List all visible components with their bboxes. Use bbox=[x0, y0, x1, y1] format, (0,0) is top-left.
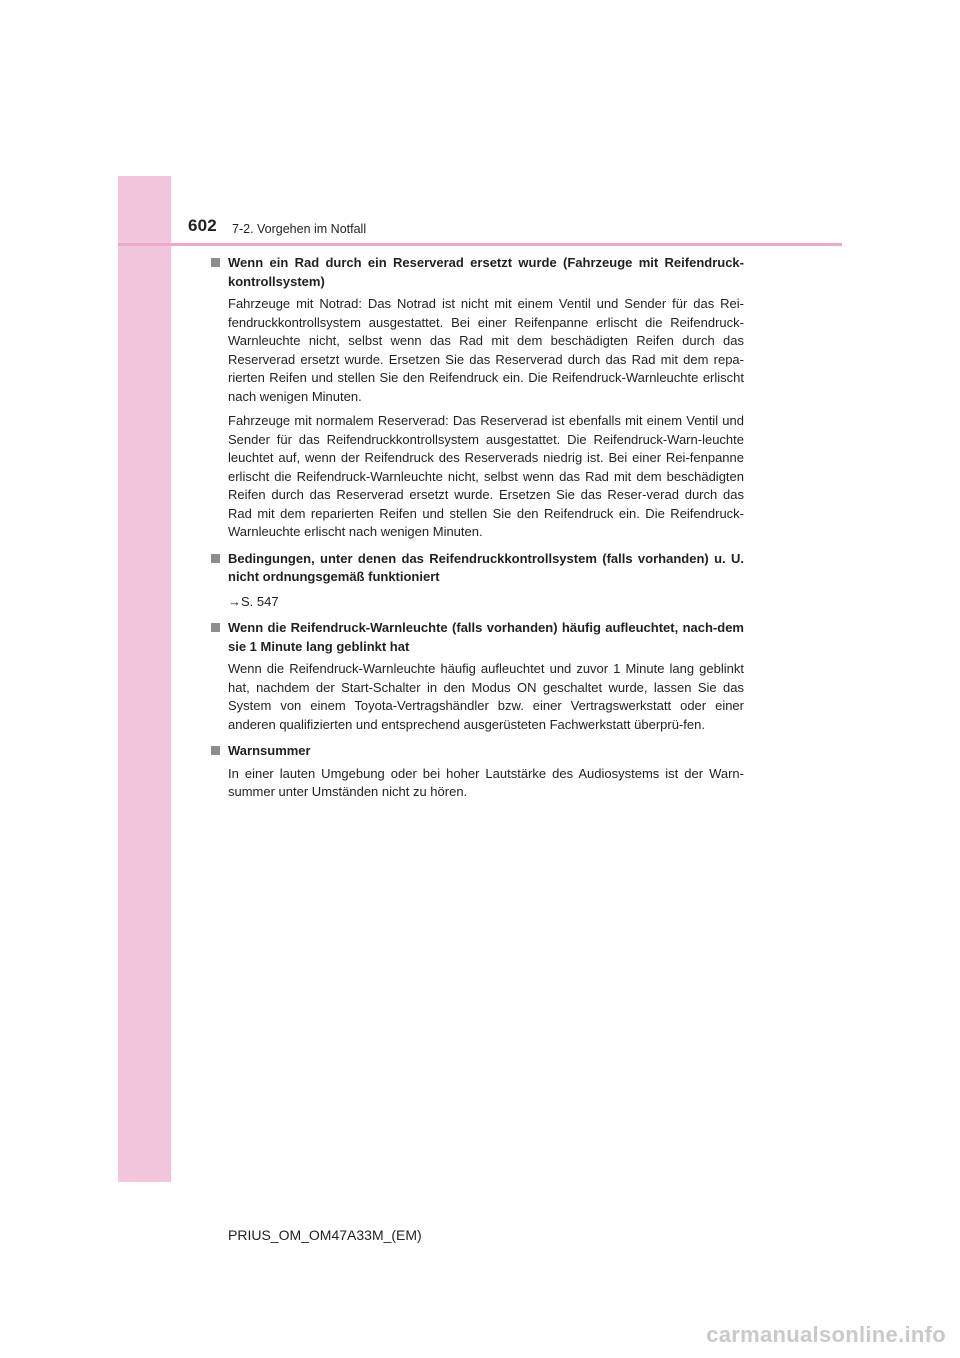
document-code: PRIUS_OM_OM47A33M_(EM) bbox=[228, 1227, 422, 1243]
square-bullet-icon bbox=[211, 619, 228, 656]
content-item bbox=[211, 550, 744, 612]
page-content bbox=[211, 254, 744, 810]
item-heading: Warnsummer bbox=[211, 742, 744, 761]
page-reference-link[interactable]: →S. 547 bbox=[228, 593, 279, 609]
body-paragraph: Wenn die Reifendruck-Warnleuchte häufig aufleuchtet und zuvor 1 Minute lang geblinkt hat, nachdem der Start-Schalter in den Modus ON geschaltet wurde, lassen Sie das System von einem Toyota-Vertragshändler bzw. einer Vertragswerkstatt oder einer anderen qualifizierten und entsprechend ausgerüsteten Fachwerkstatt überprü-fen. bbox=[228, 661, 744, 732]
body-paragraph: Fahrzeuge mit Notrad: Das Notrad ist nicht mit einem Ventil und Sender für das Rei-fendruckkontrollsystem ausgestattet. Bei einer Reifenpanne erlischt die Reifendruck-Warnleuchte nicht, selbst wenn das Rad mit dem beschädigten Reifen durch das Reserverad ersetzt wurde. Ersetzen Sie das Reserverad durch das Rad mit dem repa-rierten Reifen und stellen Sie den Reifendruck ein. Die Reifendruck-Warnleuchte erlischt nach wenigen Minuten. bbox=[228, 296, 744, 404]
item-heading: Wenn die Reifendruck-Warnleuchte (falls vorhanden) häufig aufleuchtet, nach-dem sie 1 Minute lang geblinkt hat bbox=[211, 619, 744, 656]
body-paragraph: Fahrzeuge mit normalem Reserverad: Das Reserverad ist ebenfalls mit einem Ventil und Sender für das Reifendruckkontrollsystem ausgestattet. Die Reifendruck-Warn-leuchte leuchtet auf, wenn der Reifendruck des Reserverads niedrig ist. Bei einer Rei-fenpanne erlischt die Reifendruck-Warnleuchte nicht, selbst wenn das Rad mit dem beschädigten Reifen durch das Reserverad ersetzt wurde. Ersetzen Sie das Reser-verad durch das Rad mit dem reparierten Reifen und stellen Sie den Reifendruck ein. Die Reifendruck-Warnleuchte erlischt nach wenigen Minuten. bbox=[228, 413, 744, 539]
square-bullet-icon bbox=[211, 550, 228, 587]
margin-color-band bbox=[118, 176, 171, 1182]
section-title: 7-2. Vorgehen im Notfall bbox=[232, 222, 367, 236]
item-heading: Wenn ein Rad durch ein Reserverad ersetzt wurde (Fahrzeuge mit Reifendruck-kontrollsystem) bbox=[211, 254, 744, 291]
page-number: 602 bbox=[188, 216, 217, 235]
header-rule bbox=[118, 243, 842, 246]
watermark: carmanualsonline.info bbox=[706, 1322, 946, 1347]
item-heading: Bedingungen, unter denen das Reifendruckkontrollsystem (falls vorhanden) u. U. nicht ordnungsgemäß funktioniert bbox=[211, 550, 744, 587]
square-bullet-icon bbox=[211, 742, 228, 761]
content-item bbox=[211, 254, 744, 542]
content-item bbox=[211, 742, 744, 802]
content-item bbox=[211, 619, 744, 734]
square-bullet-icon bbox=[211, 254, 228, 291]
body-paragraph: In einer lauten Umgebung oder bei hoher Lautstärke des Audiosystems ist der Warn-summer unter Umständen nicht zu hören. bbox=[228, 765, 744, 799]
